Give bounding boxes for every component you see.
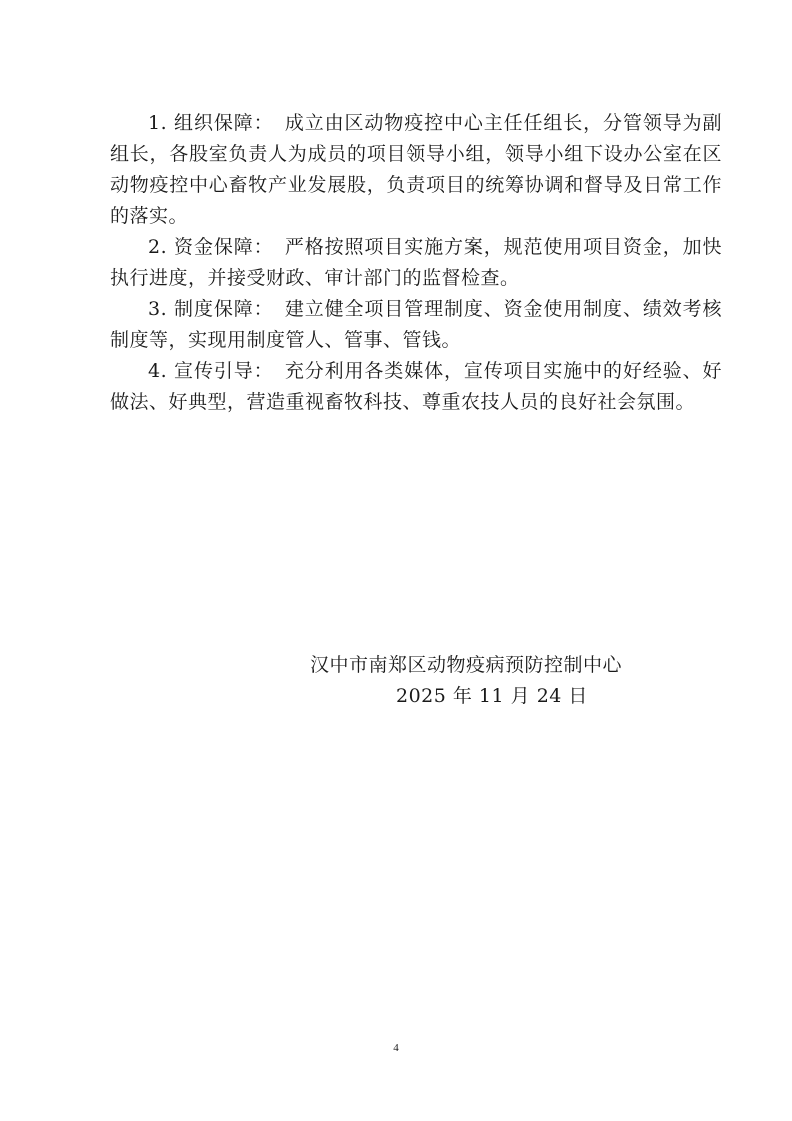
body-text [110, 108, 722, 418]
signature-block [310, 650, 670, 712]
page-number: 4 [393, 1042, 399, 1054]
paragraph-funding [110, 232, 722, 294]
paragraph-text: 成立由区动物疫控中心主任任组长，分管领导为副组长，各股室负责人为成员的项目领导小组，领导小组下设办公室在区动物疫控中心畜牧产业发展股，负责项目的统筹协调和督导及日常工作的落实。 [110, 112, 722, 227]
paragraph-publicity [110, 356, 722, 418]
paragraph-text: 建立健全项目管理制度、资金使用制度、绩效考核制度等，实现用制度管人、管事、管钱。 [110, 298, 722, 351]
paragraph-label: 4. 宣传引导： [148, 360, 274, 382]
paragraph-text: 充分利用各类媒体，宣传项目实施中的好经验、好做法、好典型，营造重视畜牧科技、尊重农技人员的良好社会氛围。 [110, 360, 722, 413]
paragraph-label: 2. 资金保障： [148, 236, 274, 258]
paragraph-organization [110, 108, 722, 232]
signature-date: 2025 年 11 月 24 日 [396, 685, 588, 707]
paragraph-system [110, 294, 722, 356]
paragraph-label: 1. 组织保障： [148, 112, 274, 134]
paragraph-text: 严格按照项目实施方案，规范使用项目资金，加快执行进度，并接受财政、审计部门的监督检查。 [110, 236, 722, 289]
signature-organization: 汉中市南郑区动物疫病预防控制中心 [310, 654, 623, 676]
paragraph-label: 3. 制度保障： [148, 298, 274, 320]
